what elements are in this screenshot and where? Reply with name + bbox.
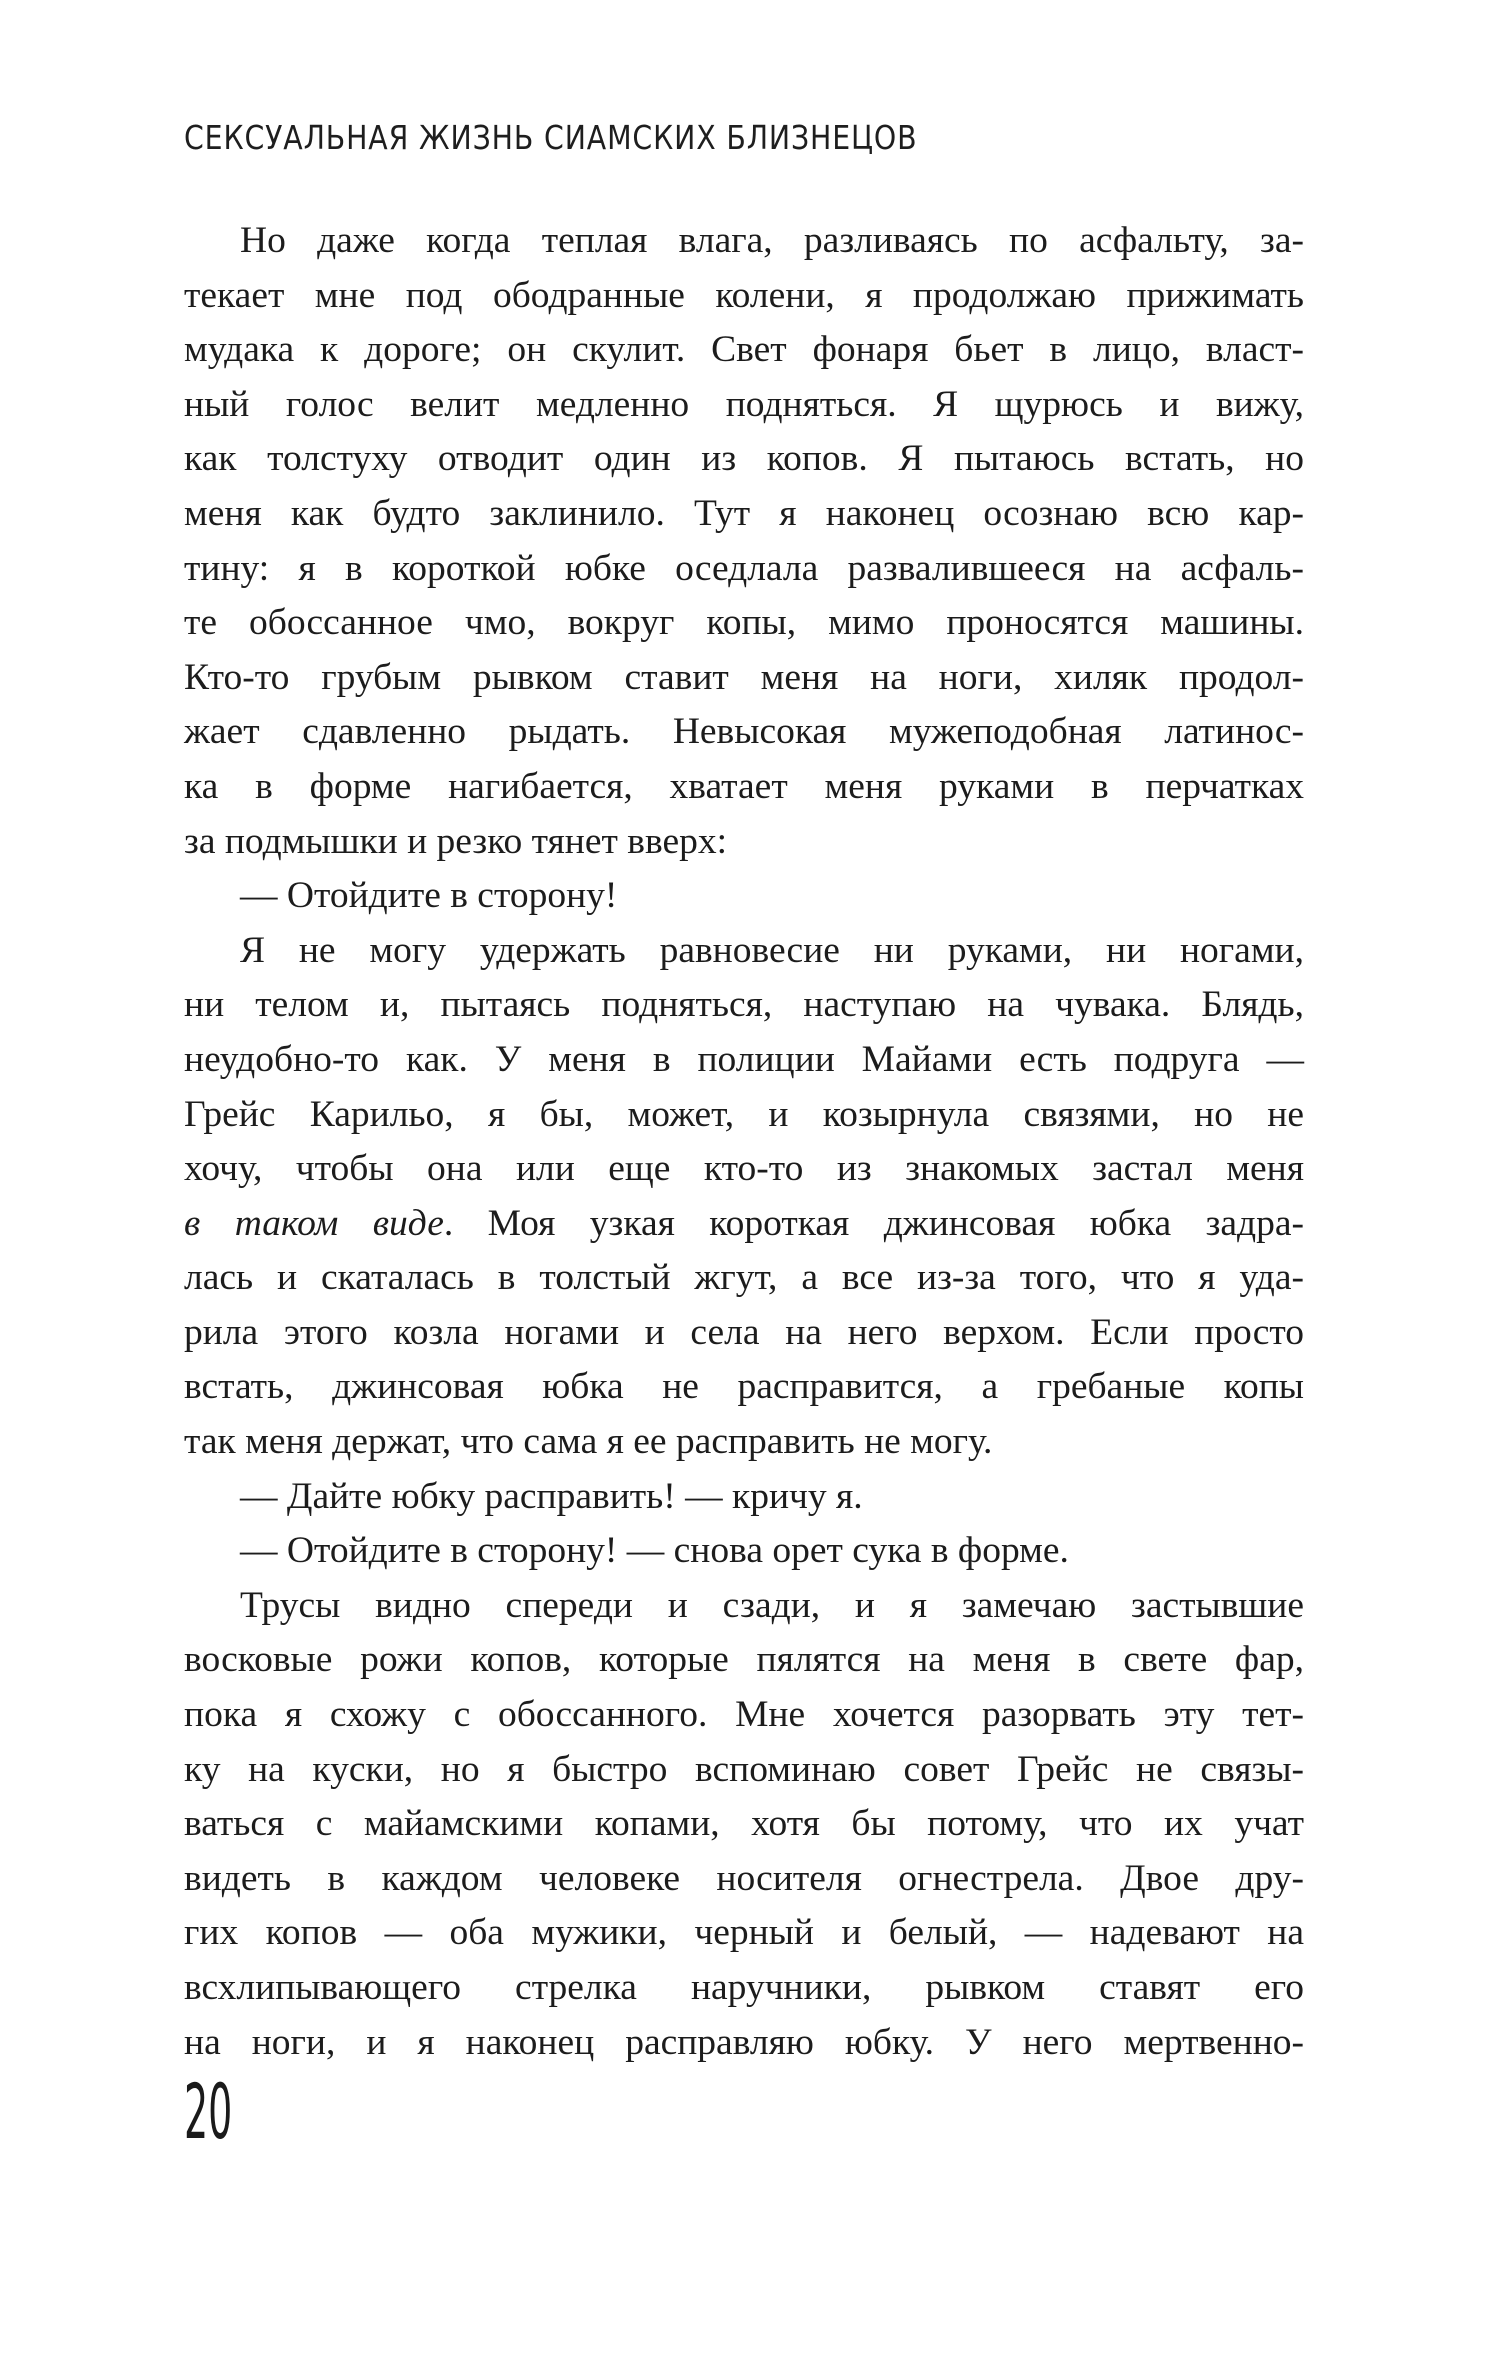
text-line-content: ку на куски, но я быстро вспоминаю совет Грейс не связы-: [184, 1748, 1304, 1790]
text-line: [184, 1088, 1304, 1143]
running-title: СЕКСУАЛЬНАЯ ЖИЗНЬ СИАМСКИХ БЛИЗНЕЦОВ: [184, 118, 918, 157]
text-line: [184, 214, 1304, 269]
text-line-content: ный голос велит медленно подняться. Я щурюсь и вижу,: [184, 383, 1304, 425]
text-line: [184, 1852, 1304, 1907]
body-text: [184, 214, 1304, 2070]
text-line: [184, 1197, 1304, 1252]
text-line-content: встать, джинсовая юбка не расправится, а гребаные копы: [184, 1366, 1304, 1408]
text-line: [184, 1306, 1304, 1361]
text-line-content: неудобно-то как. У меня в полиции Майами есть подруга —: [184, 1038, 1304, 1080]
text-line-content: меня как будто заклинило. Тут я наконец осознаю всю кар-: [184, 492, 1304, 534]
text-line: [184, 978, 1304, 1033]
text-line-content: жает сдавленно рыдать. Невысокая мужеподобная латинос-: [184, 711, 1304, 753]
text-line: [184, 269, 1304, 324]
text-line: [184, 924, 1304, 979]
text-line: [184, 1524, 1304, 1579]
italic-phrase: в таком виде: [184, 1202, 444, 1244]
text-line: [184, 1743, 1304, 1798]
text-line-content: Кто-то грубым рывком ставит меня на ноги, хиляк продол-: [184, 656, 1304, 698]
text-line: [184, 487, 1304, 542]
text-line-content: . Моя узкая короткая джинсовая юбка задра-: [443, 1202, 1304, 1244]
text-line-content: всхлипывающего стрелка наручники, рывком ставят его: [184, 1967, 1304, 2008]
text-line: [184, 815, 1304, 870]
text-line-content: ваться с майамскими копами, хотя бы потому, что их учат: [184, 1803, 1304, 1845]
text-line-content: — Дайте юбку расправить! — кричу я.: [240, 1475, 863, 1517]
text-line: [184, 1579, 1304, 1634]
text-line: [184, 1415, 1304, 1470]
text-line-content: ка в форме нагибается, хватает меня руками в перчатках: [184, 765, 1304, 807]
text-line: [184, 1906, 1304, 1961]
text-line-content: Я не могу удержать равновесие ни руками, ни ногами,: [240, 929, 1304, 971]
text-line: [184, 1797, 1304, 1852]
text-line-content: как толстуху отводит один из копов. Я пытаюсь встать, но: [184, 438, 1304, 480]
text-line: [184, 1251, 1304, 1306]
text-line-content: так меня держат, что сама я ее расправить не могу.: [184, 1421, 993, 1463]
text-line-content: ни телом и, пытаясь подняться, наступаю на чувака. Блядь,: [184, 984, 1304, 1026]
text-line: [184, 1633, 1304, 1688]
text-line-content: видеть в каждом человеке носителя огнестрела. Двое дру-: [184, 1857, 1304, 1899]
text-line: [184, 1961, 1304, 2016]
text-line-content: хочу, чтобы она или еще кто-то из знакомых застал меня: [184, 1148, 1304, 1190]
text-line: [184, 378, 1304, 433]
text-line: [184, 1142, 1304, 1197]
text-line-content: мудака к дороге; он скулит. Свет фонаря бьет в лицо, власт-: [184, 329, 1304, 371]
text-line-content: пока я схожу с обоссанного. Мне хочется разорвать эту тет-: [184, 1694, 1304, 1736]
text-line: [184, 1470, 1304, 1525]
text-line: [184, 432, 1304, 487]
text-line-content: — Отойдите в сторону!: [240, 875, 618, 917]
text-line-content: те обоссанное чмо, вокруг копы, мимо проносятся машины.: [184, 602, 1304, 644]
text-line: [184, 1360, 1304, 1415]
text-line-content: Грейс Карильо, я бы, может, и козырнула связями, но не: [184, 1093, 1304, 1135]
text-line-content: Трусы видно спереди и сзади, и я замечаю застывшие: [240, 1584, 1304, 1626]
text-line-content: — Отойдите в сторону! — снова орет сука в форме.: [240, 1530, 1069, 1572]
text-line: [184, 596, 1304, 651]
text-line-content: Но даже когда теплая влага, разливаясь по асфальту, за-: [240, 220, 1304, 261]
text-line-content: текает мне под ободранные колени, я продолжаю прижимать: [184, 274, 1304, 316]
text-line-content: восковые рожи копов, которые пялятся на меня в свете фар,: [184, 1639, 1304, 1681]
text-line-content: за подмышки и резко тянет вверх:: [184, 820, 728, 862]
text-line: [184, 1688, 1304, 1743]
text-line: [184, 542, 1304, 597]
text-line: [184, 2016, 1304, 2071]
text-line-content: рила этого козла ногами и села на него верхом. Если просто: [184, 1311, 1304, 1353]
text-line: [184, 869, 1304, 924]
page-number: 20: [184, 2067, 233, 2156]
text-line: [184, 323, 1304, 378]
text-line: [184, 705, 1304, 760]
text-line: [184, 651, 1304, 706]
text-line-content: лась и скаталась в толстый жгут, а все из-за того, что я уда-: [184, 1257, 1304, 1299]
text-line-content: тину: я в короткой юбке оседлала развалившееся на асфаль-: [184, 547, 1304, 589]
text-line-content: гих копов — оба мужики, черный и белый, — надевают на: [184, 1912, 1304, 1954]
text-line-content: на ноги, и я наконец расправляю юбку. У него мертвенно-: [184, 2021, 1304, 2063]
text-line: [184, 1033, 1304, 1088]
text-line: [184, 760, 1304, 815]
